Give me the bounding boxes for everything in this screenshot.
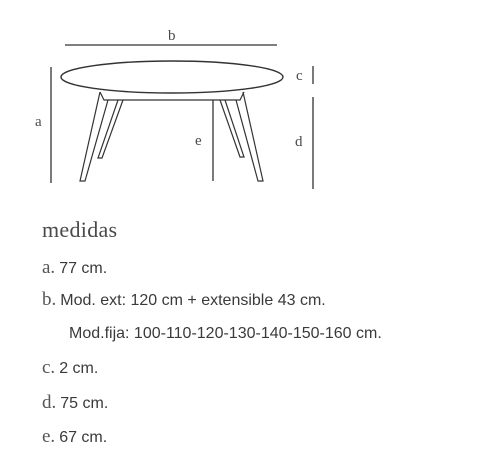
measurement-value: Mod.fija: 100-110-120-130-140-150-160 cm. <box>69 325 382 342</box>
label-d: d <box>295 134 303 150</box>
measurement-row-a <box>42 257 107 279</box>
label-a: a <box>35 114 42 130</box>
measurement-value: 2 cm. <box>59 360 99 377</box>
measurement-value: 77 cm. <box>59 260 108 277</box>
measurement-letter: e. <box>42 426 56 447</box>
measurement-value: 75 cm. <box>60 395 109 412</box>
table-legs <box>80 92 263 181</box>
measurement-row-c <box>42 357 98 379</box>
measurement-row-b-fixed <box>69 325 382 343</box>
label-b: b <box>168 28 176 44</box>
table-dimension-diagram <box>0 0 491 210</box>
measurement-letter: b. <box>42 289 57 310</box>
measurement-value: 67 cm. <box>59 429 108 446</box>
measurement-row-d <box>42 392 108 414</box>
measurement-value: Mod. ext: 120 cm + extensible 43 cm. <box>60 292 326 309</box>
label-e: e <box>195 133 202 149</box>
measurements-heading: medidas <box>42 217 118 242</box>
measurement-letter: a. <box>42 257 56 278</box>
measurement-letter: c. <box>42 357 56 378</box>
table-top <box>61 61 283 93</box>
measurement-letter: d. <box>42 392 57 413</box>
measurement-row-b <box>42 289 326 311</box>
label-c: c <box>296 68 303 84</box>
measurement-row-e <box>42 426 107 448</box>
